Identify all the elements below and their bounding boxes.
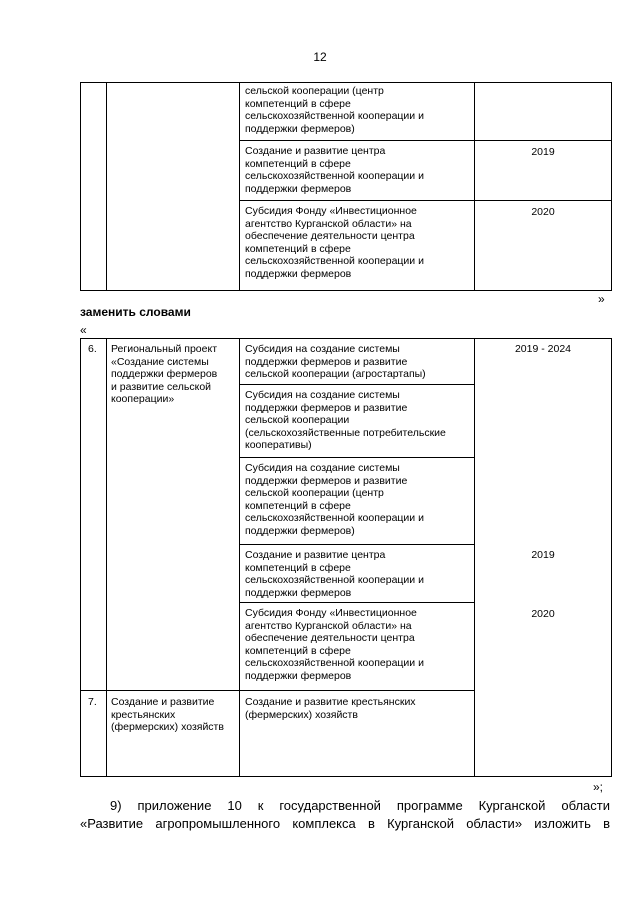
paragraph-line: «Развитие агропромышленного комплекса в Курганской области» изложить в — [80, 816, 610, 831]
table-cell-name: сельской кооперации (центр компетенций в сфере сельскохозяйственной кооперации и поддержки фермеров) — [245, 85, 424, 135]
closing-quote: » — [598, 292, 605, 306]
period: 2019 - 2024 — [514, 343, 572, 355]
project-name: Региональный проект «Создание системы поддержки фермеров и развитие сельской кооперации» — [111, 343, 218, 405]
item-name: Создание и развитие центра компетенций в сфере сельскохозяйственной кооперации и поддержки фермеров — [245, 549, 424, 599]
table-cell-name: Субсидия Фонду «Инвестиционное агентство Курганской области» на обеспечение деятельности центра компетенций в сфере сельскохозяйственной кооперации и поддержки фермеров — [245, 205, 424, 280]
replace-words-label: заменить словами — [80, 305, 191, 319]
item-name: Субсидия Фонду «Инвестиционное агентство Курганской области» на обеспечение деятельности центра компетенций в сфере сельскохозяйственной кооперации и поддержки фермеров — [245, 607, 424, 682]
item-name: Субсидия на создание системы поддержки фермеров и развитие сельской кооперации (агростартапы) — [245, 343, 426, 380]
table-cell-year: 2019 — [531, 146, 555, 158]
year-2019: 2019 — [531, 549, 555, 561]
item-name: Субсидия на создание системы поддержки фермеров и развитие сельской кооперации (центр компетенций в сфере сельскохозяйственной кооперации и поддержки фермеров) — [245, 462, 424, 537]
project-name: Создание и развитие крестьянских (фермерских) хозяйств — [111, 696, 224, 733]
item-name: Создание и развитие крестьянских (фермерских) хозяйств — [245, 696, 416, 721]
page-number: 12 — [313, 50, 327, 64]
row-number: 7. — [88, 696, 97, 708]
table-cell-name: Создание и развитие центра компетенций в сфере сельскохозяйственной кооперации и поддержки фермеров — [245, 145, 424, 195]
row-number: 6. — [88, 343, 97, 355]
item-name: Субсидия на создание системы поддержки фермеров и развитие сельской кооперации (сельскохозяйственные потребительские кооперативы) — [245, 389, 446, 451]
opening-quote: « — [80, 323, 87, 337]
year-2020: 2020 — [531, 608, 555, 620]
paragraph-line: 9) приложение 10 к государственной программе Курганской области — [110, 798, 610, 813]
table-cell-year: 2020 — [531, 206, 555, 218]
closing-quote: »; — [593, 780, 604, 794]
